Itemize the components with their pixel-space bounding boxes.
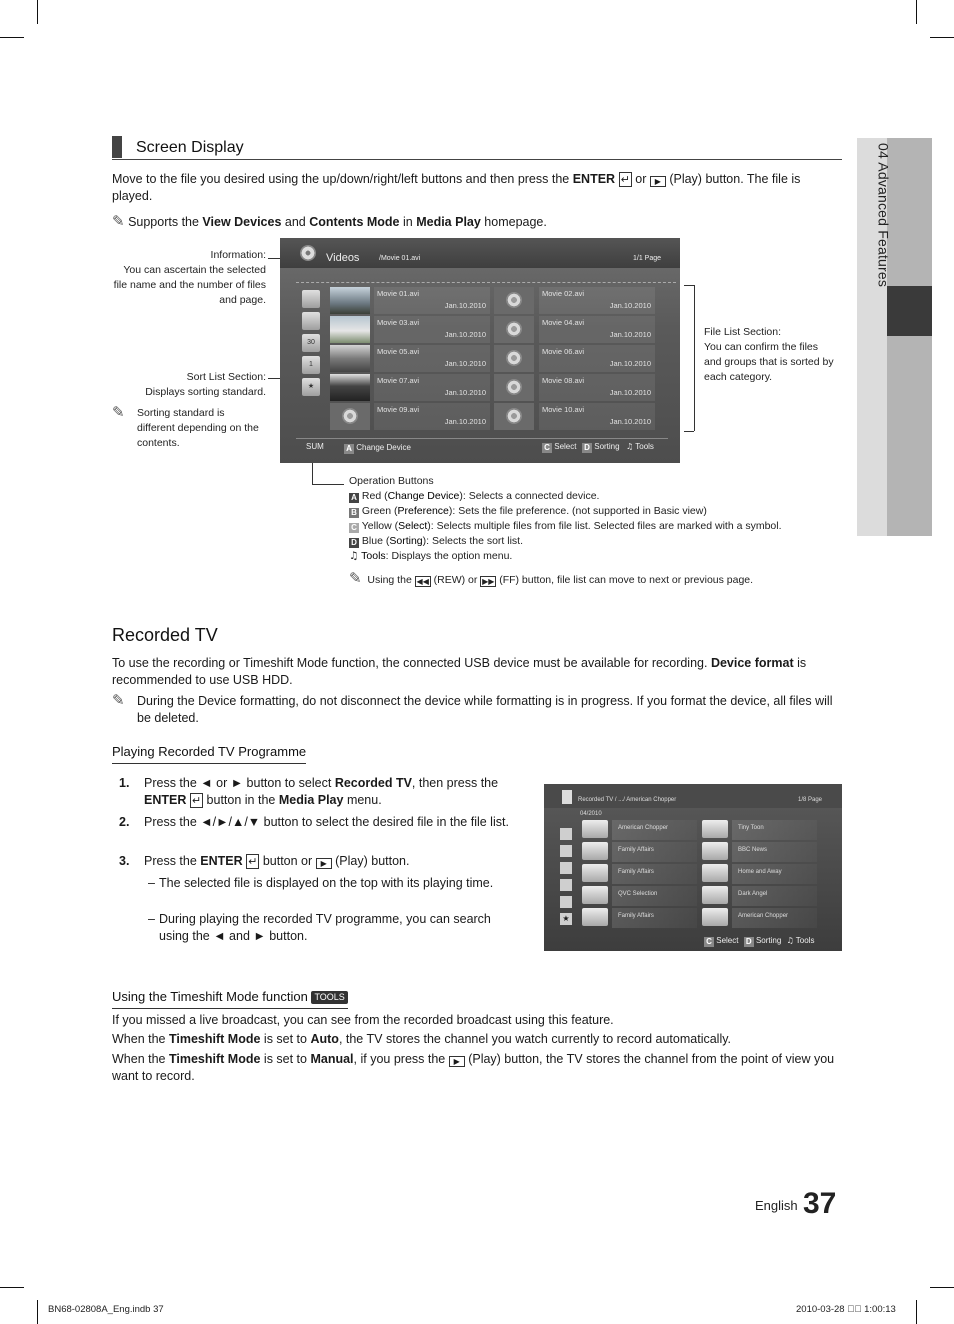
operation-bar [296, 438, 668, 454]
file-list-callout: File List Section: You can confirm the files and groups that is sorted by each category. [704, 326, 834, 383]
file-item[interactable]: Movie 06.avi Jan.10.2010 [539, 345, 655, 372]
sort-item: 30 [302, 334, 320, 352]
note-icon: ✎ [349, 569, 362, 588]
tools-icon: ♫ [786, 936, 794, 945]
blue-button-icon: D [349, 538, 359, 548]
footer-file: BN68-02808A_Eng.indb 37 [48, 1304, 164, 1315]
tools-icon: ♫ [626, 442, 634, 451]
file-item[interactable]: Movie 07.avi Jan.10.2010 [374, 374, 490, 401]
program-item[interactable]: Dark Angel [732, 886, 817, 906]
file-item[interactable]: Movie 04.avi Jan.10.2010 [539, 316, 655, 343]
green-button-icon: B [349, 508, 359, 518]
sorting-button[interactable]: D Sorting [744, 936, 782, 945]
video-thumbnail [494, 345, 534, 372]
program-thumbnail [582, 908, 608, 926]
select-button[interactable]: C Select [542, 441, 576, 453]
info-callout: Information: You can ascertain the selected file name and the number of files and page. [113, 249, 266, 306]
video-thumbnail [330, 403, 370, 430]
program-thumbnail [702, 864, 728, 882]
crop-mark [0, 37, 24, 38]
file-item[interactable]: Movie 05.avi Jan.10.2010 [374, 345, 490, 372]
recorded-tv-note: ✎ During the Device formatting, do not disconnect the device while formatting is in progress. If you format the device, all files will be deleted. [112, 691, 833, 726]
sort-item [302, 312, 320, 330]
recorded-tv-intro: To use the recording or Timeshift Mode function, the connected USB device must be available for recording. Device format is recommended to use USB HDD. [112, 656, 807, 688]
video-thumbnail [330, 287, 370, 314]
enter-icon: ↵ [248, 855, 258, 868]
video-thumbnail [330, 345, 370, 372]
program-item[interactable]: American Chopper [732, 908, 817, 928]
program-thumbnail [582, 864, 608, 882]
bracket-line [684, 285, 694, 286]
note-icon: ✎ [112, 212, 125, 230]
tools-badge: TOOLS [311, 991, 347, 1004]
timeshift-desc-3: When the Timeshift Mode is set to Manual, if you press the ▶ (Play) button, the TV stores the channel from the point of view you want to record. [112, 1052, 835, 1084]
video-thumbnail [330, 316, 370, 343]
program-item[interactable]: American Chopper [612, 820, 697, 840]
program-thumbnail [702, 842, 728, 860]
month-label: 04/2010 [580, 811, 602, 817]
crop-mark [37, 0, 38, 24]
video-thumbnail [494, 403, 534, 430]
sort-note: ✎ Sorting standard is different depending on the contents. [112, 403, 259, 449]
recorded-tv-screen [544, 784, 842, 951]
crop-mark [930, 37, 954, 38]
screen-path: Recorded TV / .../ American Chopper [578, 797, 677, 803]
tools-icon: ♫ [349, 549, 359, 562]
page-number: 37 [803, 1187, 837, 1220]
video-thumbnail [494, 316, 534, 343]
play-icon: ▶ [316, 858, 332, 869]
yellow-button-icon: C [349, 523, 359, 533]
file-item[interactable]: Movie 08.avi Jan.10.2010 [539, 374, 655, 401]
program-item[interactable]: Family Affairs [612, 908, 697, 928]
program-item[interactable]: BBC News [732, 842, 817, 862]
red-button-icon: A [349, 493, 359, 503]
bracket-line [694, 285, 695, 431]
program-item[interactable]: Home and Away [732, 864, 817, 884]
videos-icon [300, 245, 316, 261]
crop-mark [930, 1287, 954, 1288]
videos-screen [280, 238, 680, 463]
program-thumbnail [702, 908, 728, 926]
crop-mark [916, 1300, 917, 1324]
sort-list [302, 290, 322, 400]
sorting-button[interactable]: D Sorting [582, 441, 620, 453]
timeshift-desc-2: When the Timeshift Mode is set to Auto, the TV stores the channel you watch currently to record automatically. [112, 1032, 732, 1046]
sum-label: SUM [306, 442, 324, 451]
select-button[interactable]: C Select [704, 936, 738, 945]
sort-callout: Sort List Section: Displays sorting standard. [145, 371, 266, 398]
note-icon: ✎ [112, 403, 125, 421]
video-thumbnail [494, 287, 534, 314]
enter-icon: ↵ [191, 794, 202, 808]
crop-mark [0, 1287, 24, 1288]
screen-display-heading: Screen Display [112, 136, 842, 160]
screen-page: 1/1 Page [633, 255, 662, 262]
tools-button[interactable]: ♫ Tools [786, 936, 815, 945]
timeshift-heading: Using the Timeshift Mode function TOOLS [112, 988, 348, 1009]
program-thumbnail [702, 820, 728, 838]
program-thumbnail [702, 886, 728, 904]
play-icon: ▶ [449, 1056, 465, 1067]
timeshift-desc-1: If you missed a live broadcast, you can see from the recorded broadcast using this feature. [112, 1013, 614, 1027]
file-item[interactable]: Movie 01.avi Jan.10.2010 [374, 287, 490, 314]
screen-display-intro: Move to the file you desired using the up/down/right/left buttons and then press the ENTER ↵ or ▶ (Play) button. The file is played. [112, 172, 801, 204]
bracket-line [684, 431, 694, 432]
video-thumbnail [330, 374, 370, 401]
ff-icon: ▶▶ [482, 577, 495, 587]
change-device-button[interactable]: A Change Device [344, 442, 411, 454]
enter-icon: ↵ [620, 173, 630, 186]
note-icon: ✎ [112, 691, 125, 709]
playing-heading: Playing Recorded TV Programme [112, 743, 306, 764]
crop-mark [916, 0, 917, 24]
program-thumbnail [582, 842, 608, 860]
program-thumbnail [582, 820, 608, 838]
tools-button[interactable]: ♫ Tools [626, 442, 654, 451]
recorded-tv-icon [562, 790, 572, 804]
star-icon: ★ [302, 378, 320, 396]
rew-icon: ◀◀ [416, 577, 429, 587]
video-thumbnail [494, 374, 534, 401]
chapter-label: 04 Advanced Features [875, 143, 892, 288]
program-item[interactable]: Family Affairs [612, 842, 697, 862]
program-item[interactable]: QVC Selection [612, 886, 697, 906]
file-item[interactable]: Movie 09.avi Jan.10.2010 [374, 403, 490, 430]
screen-page: 1/8 Page [798, 797, 823, 803]
program-item[interactable]: Family Affairs [612, 864, 697, 884]
crop-mark [37, 1300, 38, 1324]
operation-legend: Operation Buttons A Red (Change Device): Selects a connected device. B Green (Preference): Sets the file preference. (not supported in Basic view) C Yellow (Select): Selects multiple files from file list. Selected files are marked with a symbol. D Blue (Sorting): Selects the sort list. ♫ Tools: Displays the option menu. ✎ Using the ◀◀ (REW) or ▶▶ (FF) button, file list can move to next or previous page. [349, 475, 782, 588]
screen-display-note: ✎ Supports the View Devices and Contents Mode in Media Play homepage. [112, 212, 547, 230]
sort-item: 1 [302, 356, 320, 374]
play-icon: ▶ [650, 176, 666, 187]
sort-list [560, 828, 572, 924]
program-item[interactable]: Tiny Toon [732, 820, 817, 840]
connector-line [312, 484, 344, 485]
recorded-tv-heading: Recorded TV [112, 625, 218, 645]
footer-language: English [755, 1198, 798, 1213]
footer-stamp: 2010-03-28 ￿￿ 1:00:13 [796, 1304, 896, 1315]
screen-title: Videos [326, 252, 360, 264]
tv2-operation-bar [704, 935, 814, 947]
chapter-tab [857, 138, 932, 536]
file-item[interactable]: Movie 03.avi Jan.10.2010 [374, 316, 490, 343]
screen-path: /Movie 01.avi [379, 255, 421, 262]
star-icon: ★ [560, 913, 572, 925]
file-item[interactable]: Movie 10.avi Jan.10.2010 [539, 403, 655, 430]
program-thumbnail [582, 886, 608, 904]
file-item[interactable]: Movie 02.avi Jan.10.2010 [539, 287, 655, 314]
sort-item [302, 290, 320, 308]
